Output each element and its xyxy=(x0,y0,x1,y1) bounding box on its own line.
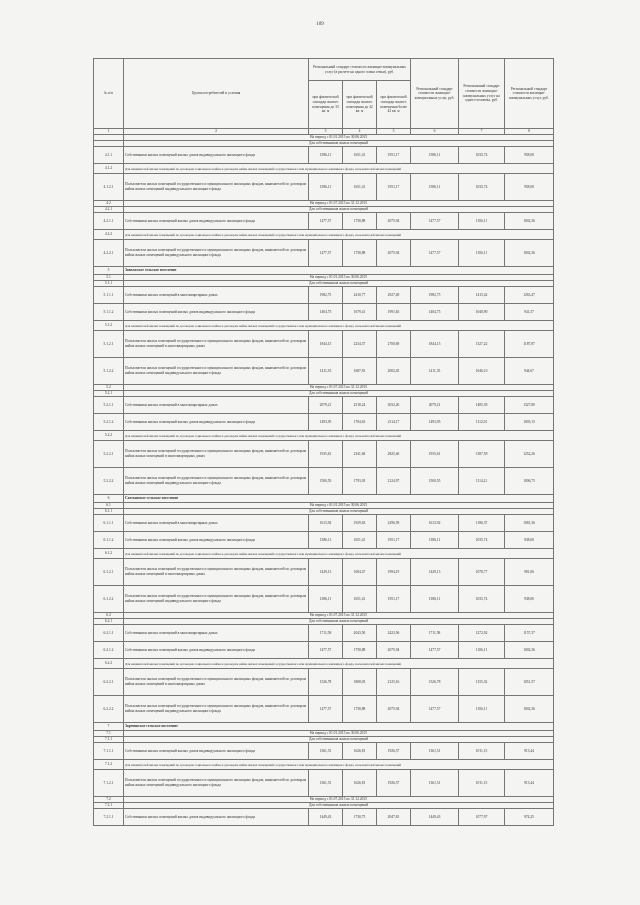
row-number: 5.1.2.2 xyxy=(94,358,124,385)
table-row xyxy=(94,164,554,174)
value-cell: 1711,58 xyxy=(411,625,459,642)
row-description: Для собственников жилых помещений xyxy=(124,619,554,625)
value-cell: 1327,22 xyxy=(459,331,505,358)
value-cell: 941,57 xyxy=(505,304,554,321)
header-reg3: Региональный стандарт стоимости жилищно-коммунальных услуг, руб. xyxy=(505,59,554,129)
row-description: Собственники жилых помещений жилых домов индивидуального жилищного фонда xyxy=(124,213,309,230)
value-cell: 2825,46 xyxy=(377,441,411,468)
row-description: Пользователи жилых помещений государственного и муниципального жилищных фондов, нанимателей по договорам найма жилых помещений индивидуального жилищного фонда xyxy=(124,240,309,267)
row-description: Для собственников жилых помещений xyxy=(124,281,554,287)
value-cell: 2423,56 xyxy=(377,625,411,642)
row-number: 6.2.2.2 xyxy=(94,696,124,723)
row-description: Собственники жилых помещений жилых домов индивидуального жилищного фонда xyxy=(124,147,309,164)
header-gas: Региональный стандарт стоимости жилищно-коммунальных услуг (в расчете на одного члена семьи), руб. xyxy=(309,59,411,81)
row-number: 7.1 xyxy=(94,731,124,737)
value-cell: 1485,39 xyxy=(459,397,505,414)
table-row xyxy=(94,696,554,723)
row-description: Собственники жилых помещений жилых домов индивидуального жилищного фонда xyxy=(124,414,309,431)
header-reg1: Региональный стандарт стоимости жилищно-коммунальных услуг, руб. xyxy=(411,59,459,129)
value-cell: 1035,74 xyxy=(459,532,505,549)
row-description: Собственники жилых помещений жилых домов индивидуального жилищного фонда xyxy=(124,743,309,760)
row-description: На период с 01.07.2015 по 31.12.2015 xyxy=(124,613,554,619)
value-cell: 1758,88 xyxy=(343,240,377,267)
page-number: 109 xyxy=(316,22,324,27)
row-number: 6.2.2 xyxy=(94,659,124,669)
row-number: 5.2.1.1 xyxy=(94,397,124,414)
value-cell: 1926,57 xyxy=(377,770,411,797)
table-row xyxy=(94,559,554,586)
value-cell: 2079,21 xyxy=(309,397,343,414)
value-cell: 2075,94 xyxy=(377,642,411,659)
value-cell: 981,06 xyxy=(505,559,554,586)
row-number: 5.2.2.2 xyxy=(94,468,124,495)
value-cell: 1586,11 xyxy=(309,174,343,201)
value-cell: 1477,57 xyxy=(309,240,343,267)
header-index: 8 xyxy=(505,129,554,135)
value-cell: 1006,75 xyxy=(505,468,554,495)
row-description: На период с 01.07.2015 по 31.12.2015 xyxy=(124,797,554,803)
value-cell: 1077,97 xyxy=(459,809,505,826)
row-number: 6.1.1.1 xyxy=(94,515,124,532)
value-cell: 1613,92 xyxy=(309,515,343,532)
value-cell: 1386,11 xyxy=(411,586,459,613)
value-cell: 1586,11 xyxy=(411,147,459,164)
value-cell: 2518,24 xyxy=(343,397,377,414)
table-row xyxy=(94,809,554,826)
value-cell: 3032,26 xyxy=(377,397,411,414)
row-description: Для собственников жилых помещений xyxy=(124,141,554,147)
standards-table xyxy=(93,58,554,826)
row-number: 6.1.2.1 xyxy=(94,559,124,586)
value-cell: 1586,11 xyxy=(411,174,459,201)
value-cell: 1078,77 xyxy=(459,559,505,586)
row-description: Для нанимателей жилых помещений по договорам социального найма и договорам найма жилых помещений государственного или муниципального жилищного фонда, пользователей жилых помещений xyxy=(124,321,554,331)
table-row xyxy=(94,304,554,321)
value-cell: 1429,13 xyxy=(411,559,459,586)
value-cell: 1994,19 xyxy=(377,559,411,586)
value-cell: 1157,37 xyxy=(505,625,554,642)
row-number: 4.2.1 xyxy=(94,207,124,213)
header-index: 4 xyxy=(343,129,377,135)
value-cell: 1002,36 xyxy=(505,240,554,267)
value-cell: 1449,43 xyxy=(309,809,343,826)
value-cell: 1186,37 xyxy=(459,515,505,532)
table-row xyxy=(94,397,554,414)
row-description: Пользователи жилых помещений государственного и муниципального жилищных фондов, нанимателей по договорам найма жилых помещений индивидуального жилищного фонда xyxy=(124,696,309,723)
row-number: 4.1.2 xyxy=(94,164,124,174)
value-cell: 1651,41 xyxy=(343,586,377,613)
row-description: Собственники жилых помещений жилых домов индивидуального жилищного фонда xyxy=(124,304,309,321)
value-cell: 1935,61 xyxy=(309,441,343,468)
row-number: 5.1.1.1 xyxy=(94,287,124,304)
value-cell: 2002,45 xyxy=(377,358,411,385)
row-description: На период с 01.07.2015 по 31.12.2015 xyxy=(124,385,554,391)
table-row xyxy=(94,760,554,770)
value-cell: 1758,88 xyxy=(343,642,377,659)
value-cell: 1361,51 xyxy=(411,770,459,797)
row-number: 7.1.1.1 xyxy=(94,743,124,760)
header-group: Группа потребителей и условия xyxy=(124,59,309,129)
value-cell: 2047,81 xyxy=(377,809,411,826)
header-reg2: Региональный стандарт стоимости жилищно-коммунальных услуг на одного человека, руб. xyxy=(459,59,505,129)
value-cell: 1500,55 xyxy=(411,468,459,495)
row-number: 6.1.2.2 xyxy=(94,586,124,613)
table-row xyxy=(94,431,554,441)
table-row xyxy=(94,414,554,431)
value-cell: 1626,81 xyxy=(343,743,377,760)
value-cell: 2075,94 xyxy=(377,696,411,723)
row-description: Пользователи жилых помещений государственного и муниципального жилищных фондов, нанимателей по договорам найма жилых помещений индивидуального жилищного фонда xyxy=(124,586,309,613)
value-cell: 913,44 xyxy=(505,770,554,797)
value-cell: 2296,59 xyxy=(377,515,411,532)
row-description: Пользователи жилых помещений государственного и муниципального жилищных фондов, нанимателей по договорам найма жилых помещений в многоквартирных домах xyxy=(124,669,309,696)
table-row xyxy=(94,659,554,669)
value-cell: 1651,41 xyxy=(343,532,377,549)
value-cell: 1361,51 xyxy=(309,770,343,797)
row-number: 5 xyxy=(94,267,124,275)
row-description: Для собственников жилых помещений xyxy=(124,207,554,213)
value-cell: 1951,17 xyxy=(377,532,411,549)
value-cell: 1493,95 xyxy=(411,414,459,431)
table-row xyxy=(94,625,554,642)
value-cell: 1730,75 xyxy=(343,809,377,826)
table-row xyxy=(94,174,554,201)
value-cell: 1415,42 xyxy=(459,287,505,304)
table-row xyxy=(94,147,554,164)
value-cell: 2124,97 xyxy=(377,468,411,495)
value-cell: 1784,63 xyxy=(343,414,377,431)
value-cell: 1386,11 xyxy=(309,532,343,549)
value-cell: 1411,35 xyxy=(309,358,343,385)
row-number: 5.2.2.1 xyxy=(94,441,124,468)
row-description: Пользователи жилых помещений государственного и муниципального жилищных фондов, нанимателей по договорам найма жилых помещений индивидуального жилищного фонда xyxy=(124,174,309,201)
row-description: Для собственников жилых помещений xyxy=(124,737,554,743)
table-row xyxy=(94,331,554,358)
value-cell: 2700,69 xyxy=(377,331,411,358)
table-row xyxy=(94,669,554,696)
value-cell: 1477,57 xyxy=(309,642,343,659)
value-cell: 1758,88 xyxy=(343,213,377,230)
value-cell: 1951,17 xyxy=(377,586,411,613)
row-number: 5.1.1 xyxy=(94,281,124,287)
value-cell: 1112,01 xyxy=(459,414,505,431)
value-cell: 1613,92 xyxy=(411,515,459,532)
value-cell: 2341,84 xyxy=(343,441,377,468)
row-description: Для нанимателей жилых помещений по договорам социального найма и договорам найма жилых помещений государственного или муниципального жилищного фонда, пользователей жилых помещений xyxy=(124,760,554,770)
value-cell: 1035,74 xyxy=(459,586,505,613)
table-row xyxy=(94,495,554,503)
value-cell: 1411,35 xyxy=(411,358,459,385)
value-cell: 1758,88 xyxy=(343,696,377,723)
value-cell: 2927,49 xyxy=(377,287,411,304)
row-description: Для собственников жилых помещений xyxy=(124,509,554,515)
value-cell: 1951,17 xyxy=(377,147,411,164)
row-number: 6.2.2.1 xyxy=(94,669,124,696)
row-number: 7.1.2 xyxy=(94,760,124,770)
row-description: Для нанимателей жилых помещений по договорам социального найма и договорам найма жилых помещений государственного или муниципального жилищного фонда, пользователей жилых помещений xyxy=(124,431,554,441)
value-cell: 1926,57 xyxy=(377,743,411,760)
value-cell: 1081,36 xyxy=(505,515,554,532)
row-number: 5.1.2 xyxy=(94,321,124,331)
row-description: Собственники жилых помещений жилых домов индивидуального жилищного фонда xyxy=(124,809,309,826)
value-cell: 1002,36 xyxy=(505,696,554,723)
value-cell: 1929,63 xyxy=(343,515,377,532)
table-row xyxy=(94,213,554,230)
value-cell: 1477,57 xyxy=(411,240,459,267)
row-number: 6.1 xyxy=(94,503,124,509)
row-description: Собственники жилых помещений в многоквартирных домах xyxy=(124,397,309,414)
row-description: Для собственников жилых помещений xyxy=(124,803,554,809)
value-cell: 2075,94 xyxy=(377,240,411,267)
value-cell: 1500,55 xyxy=(309,468,343,495)
header-index: 5 xyxy=(377,129,411,135)
value-cell: 1477,57 xyxy=(411,696,459,723)
row-description: Пользователи жилых помещений государственного и муниципального жилищных фондов, нанимателей по договорам найма жилых помещений индивидуального жилищного фонда xyxy=(124,770,309,797)
value-cell: 1711,58 xyxy=(309,625,343,642)
row-number: 6.1.1 xyxy=(94,509,124,515)
header-gas-sub1: при фактической площади жилого помещения до 33 кв. м xyxy=(309,81,343,129)
value-cell: 1361,51 xyxy=(309,743,343,760)
value-cell: 1404,75 xyxy=(309,304,343,321)
row-description: Пользователи жилых помещений государственного и муниципального жилищных фондов, нанимателей по договорам найма жилых помещений в многоквартирных домах xyxy=(124,441,309,468)
row-description: На период с 01.01.2015 по 30.06.2015 xyxy=(124,503,554,509)
table-row xyxy=(94,468,554,495)
value-cell: 1626,81 xyxy=(343,770,377,797)
table-row xyxy=(94,267,554,275)
value-cell: 1106,11 xyxy=(459,213,505,230)
value-cell: 1935,61 xyxy=(411,441,459,468)
value-cell: 1263,47 xyxy=(505,287,554,304)
value-cell: 944,67 xyxy=(505,358,554,385)
table-row xyxy=(94,515,554,532)
value-cell: 1679,41 xyxy=(343,304,377,321)
value-cell: 1951,17 xyxy=(377,174,411,201)
row-description: На период с 01.07.2015 по 31.12.2015 xyxy=(124,201,554,207)
row-number: 5.1.1.2 xyxy=(94,304,124,321)
value-cell: 1051,57 xyxy=(505,669,554,696)
row-number: 6.2.1.2 xyxy=(94,642,124,659)
value-cell: 1651,41 xyxy=(343,147,377,164)
row-number: 5.2.2 xyxy=(94,431,124,441)
row-description: На период с 01.01.2015 по 30.06.2015 xyxy=(124,731,554,737)
value-cell: 1982,75 xyxy=(411,287,459,304)
value-cell: 1808,03 xyxy=(343,669,377,696)
row-description: Пользователи жилых помещений государственного и муниципального жилищных фондов, нанимателей по договорам найма жилых помещений индивидуального жилищного фонда xyxy=(124,358,309,385)
row-number: 7.1.2.1 xyxy=(94,770,124,797)
row-number: 6.2.1.1 xyxy=(94,625,124,642)
row-description: Для нанимателей жилых помещений по договорам социального найма и договорам найма жилых помещений государственного или муниципального жилищного фонда, пользователей жилых помещений xyxy=(124,164,554,174)
value-cell: 958,00 xyxy=(505,147,554,164)
table-row xyxy=(94,586,554,613)
row-number: 4.2 xyxy=(94,201,124,207)
row-description: Для нанимателей жилых помещений по договорам социального найма и договорам найма жилых помещений государственного или муниципального жилищного фонда, пользователей жилых помещений xyxy=(124,549,554,559)
row-number: 4.2.1.1 xyxy=(94,213,124,230)
row-description: Для собственников жилых помещений xyxy=(124,391,554,397)
table-row xyxy=(94,230,554,240)
row-description: Собственники жилых помещений в многоквартирных домах xyxy=(124,287,309,304)
row-number: 5.2.1.2 xyxy=(94,414,124,431)
row-number: 6.1.2 xyxy=(94,549,124,559)
header-index: 6 xyxy=(411,129,459,135)
row-number: 6 xyxy=(94,495,124,503)
row-description: Собственники жилых помещений в многоквартирных домах xyxy=(124,515,309,532)
table-row xyxy=(94,240,554,267)
value-cell: 1046,10 xyxy=(459,358,505,385)
value-cell: 938,00 xyxy=(505,586,554,613)
value-cell: 1586,11 xyxy=(309,147,343,164)
value-cell: 1694,47 xyxy=(343,559,377,586)
table-row xyxy=(94,723,554,731)
row-description: Заречинское сельское поселение xyxy=(124,723,554,731)
row-description: Пользователи жилых помещений государственного и муниципального жилищных фондов, нанимателей по договорам найма жилых помещений в многоквартирных домах xyxy=(124,331,309,358)
value-cell: 1526,78 xyxy=(309,669,343,696)
table-row xyxy=(94,321,554,331)
value-cell: 2075,94 xyxy=(377,213,411,230)
value-cell: 1844,15 xyxy=(309,331,343,358)
value-cell: 1844,15 xyxy=(411,331,459,358)
value-cell: 1035,74 xyxy=(459,174,505,201)
value-cell: 1687,81 xyxy=(343,358,377,385)
value-cell: 1477,57 xyxy=(411,213,459,230)
value-cell: 2410,77 xyxy=(343,287,377,304)
value-cell: 1002,36 xyxy=(505,213,554,230)
table-row xyxy=(94,441,554,468)
row-number: 7.2 xyxy=(94,797,124,803)
value-cell: 1011,15 xyxy=(459,743,505,760)
value-cell: 1272,92 xyxy=(459,625,505,642)
value-cell: 1387,59 xyxy=(459,441,505,468)
row-number: 5.2 xyxy=(94,385,124,391)
row-number: 4.2.2.1 xyxy=(94,240,124,267)
row-number: 6.2.1 xyxy=(94,619,124,625)
value-cell: 1187,87 xyxy=(505,331,554,358)
row-description: Собственники жилых помещений в многоквартирных домах xyxy=(124,625,309,642)
value-cell: 1526,78 xyxy=(411,669,459,696)
value-cell: 1386,11 xyxy=(411,532,459,549)
row-number: 7.2.1 xyxy=(94,803,124,809)
row-number: 4.1.1 xyxy=(94,147,124,164)
header-index: 1 xyxy=(94,129,124,135)
value-cell: 1106,11 xyxy=(459,696,505,723)
value-cell: 2079,21 xyxy=(411,397,459,414)
row-description: Сахтышское сельское поселение xyxy=(124,495,554,503)
row-description: Пользователи жилых помещений государственного и муниципального жилищных фондов, нанимателей по договорам найма жилых помещений индивидуального жилищного фонда xyxy=(124,468,309,495)
value-cell: 1386,11 xyxy=(309,586,343,613)
row-description: Собственники жилых помещений жилых домов индивидуального жилищного фонда xyxy=(124,642,309,659)
table-row xyxy=(94,743,554,760)
table-row xyxy=(94,287,554,304)
value-cell: 1114,21 xyxy=(459,468,505,495)
row-description: На период с 01.01.2015 по 30.06.2015 xyxy=(124,275,554,281)
row-number: 5.2.1 xyxy=(94,391,124,397)
table-row xyxy=(94,532,554,549)
value-cell: 1477,57 xyxy=(411,642,459,659)
value-cell: 1493,95 xyxy=(309,414,343,431)
row-number: 7.1.1 xyxy=(94,737,124,743)
value-cell: 1477,57 xyxy=(309,696,343,723)
row-number: 5.1 xyxy=(94,275,124,281)
value-cell: 913,44 xyxy=(505,743,554,760)
table-row xyxy=(94,642,554,659)
value-cell: 1106,11 xyxy=(459,642,505,659)
value-cell: 1361,51 xyxy=(411,743,459,760)
value-cell: 938,00 xyxy=(505,532,554,549)
header-index: 7 xyxy=(459,129,505,135)
row-number: 5.1.2.1 xyxy=(94,331,124,358)
value-cell: 1252,26 xyxy=(505,441,554,468)
row-description: Для нанимателей жилых помещений по договорам социального найма и договорам найма жилых помещений государственного или муниципального жилищного фонда, пользователей жилых помещений xyxy=(124,659,554,669)
value-cell: 2114,17 xyxy=(377,414,411,431)
row-description: Пользователи жилых помещений государственного и муниципального жилищных фондов, нанимателей по договорам найма жилых помещений в многоквартирных домах xyxy=(124,559,309,586)
row-description: На период с 01.01.2015 по 30.06.2015 xyxy=(124,135,554,141)
row-description: Собственники жилых помещений жилых домов индивидуального жилищного фонда xyxy=(124,532,309,549)
value-cell: 1793,03 xyxy=(343,468,377,495)
value-cell: 2125,16 xyxy=(377,669,411,696)
table-row xyxy=(94,549,554,559)
value-cell: 1002,36 xyxy=(505,642,554,659)
value-cell: 1449,43 xyxy=(411,809,459,826)
row-description: Заволжское сельское поселение xyxy=(124,267,554,275)
value-cell: 1429,13 xyxy=(309,559,343,586)
table-row xyxy=(94,770,554,797)
row-number: 7 xyxy=(94,723,124,731)
row-description: Для нанимателей жилых помещений по договорам социального найма и договорам найма жилых помещений государственного или муниципального жилищного фонда, пользователей жилых помещений xyxy=(124,230,554,240)
value-cell: 1982,75 xyxy=(309,287,343,304)
header-gas-sub2: при фактической площади жилого помещения до 42 кв. м xyxy=(343,81,377,129)
value-cell: 1155,32 xyxy=(459,669,505,696)
value-cell: 1991,65 xyxy=(377,304,411,321)
value-cell: 1651,41 xyxy=(343,174,377,201)
value-cell: 1011,15 xyxy=(459,770,505,797)
row-number: 6.2 xyxy=(94,613,124,619)
value-cell: 1404,75 xyxy=(411,304,459,321)
table-row xyxy=(94,358,554,385)
value-cell: 2234,37 xyxy=(343,331,377,358)
value-cell: 958,00 xyxy=(505,174,554,201)
value-cell: 1035,74 xyxy=(459,147,505,164)
value-cell: 1040,90 xyxy=(459,304,505,321)
value-cell: 1477,57 xyxy=(309,213,343,230)
row-number: 4.2.2 xyxy=(94,230,124,240)
row-number: 7.2.1.1 xyxy=(94,809,124,826)
header-gas-sub3: при фактической площади жилого помещения более 42 кв. м xyxy=(377,81,411,129)
value-cell: 1106,11 xyxy=(459,240,505,267)
table-body xyxy=(94,135,554,826)
row-number: 4.1.2.1 xyxy=(94,174,124,201)
row-number: 6.1.1.2 xyxy=(94,532,124,549)
value-cell: 1003,15 xyxy=(505,414,554,431)
header-num: № п/п xyxy=(94,59,124,129)
value-cell: 974,25 xyxy=(505,809,554,826)
value-cell: 1327,80 xyxy=(505,397,554,414)
header-index: 3 xyxy=(309,129,343,135)
header-index: 2 xyxy=(124,129,309,135)
value-cell: 2043,50 xyxy=(343,625,377,642)
